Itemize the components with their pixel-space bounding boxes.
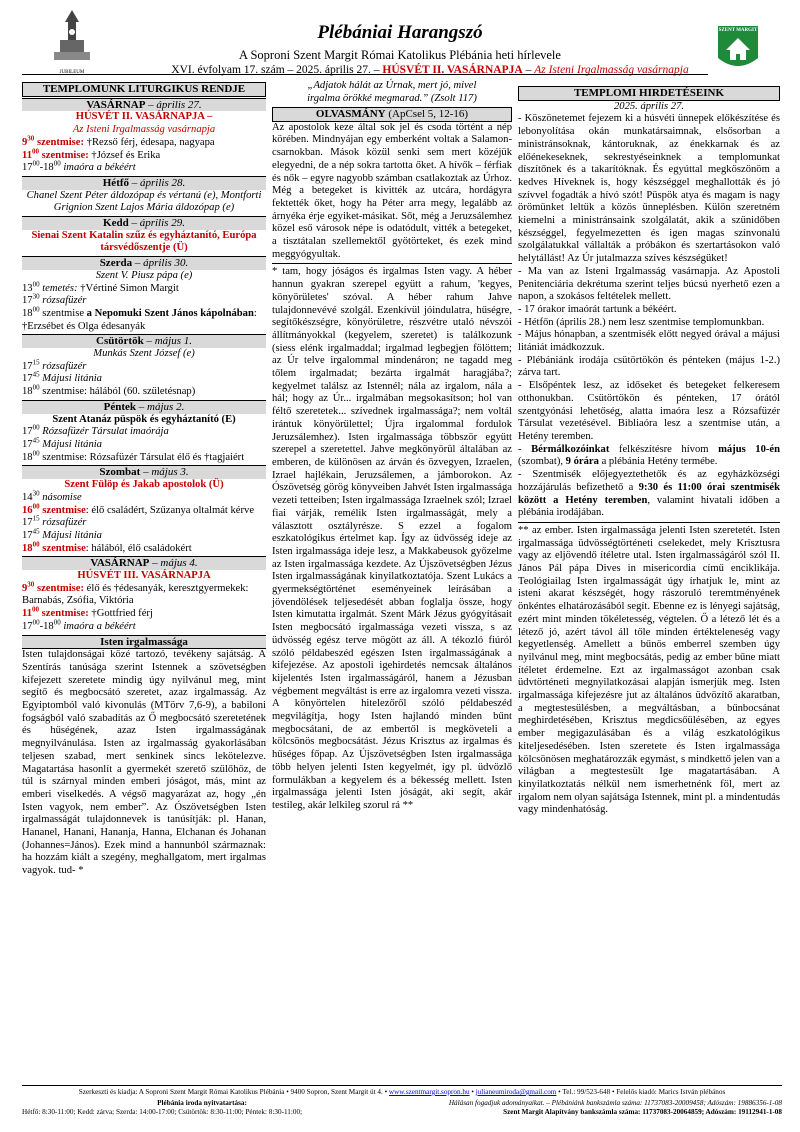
masthead bbox=[0, 4, 800, 82]
reading-heading: OLVASMÁNY (ApCsel 5, 12-16) bbox=[272, 107, 512, 122]
service-line: $17^{45}$ Májusi litánia bbox=[22, 436, 102, 450]
announcement-item: - Szentmisék előjegyeztethetők és az egyházközségi hozzájárulás befizethető a 9:30 és 11:00 órai szentmisék között a Hetény teremben, valamint hivatali időben a plébánia irodájában. bbox=[518, 469, 780, 519]
announcement-item: - 17 órakor imaórát tartunk a békéért. bbox=[518, 303, 677, 315]
service-line: $17^{45}$ Májusi litánia bbox=[22, 370, 102, 385]
service-line: $17^{45}$ Májusi litánia bbox=[22, 527, 102, 541]
day-header-saturday: Szombat – május 3. bbox=[22, 465, 266, 479]
liturgy-heading: TEMPLOMUNK LITURGIKUS RENDJE bbox=[22, 82, 266, 97]
service-line: $18^{00}$ szentmise a Nepomuki Szent János kápolnában: †Erzsébet és Olga édesanyák bbox=[22, 305, 257, 332]
service-line: $11^{00}$ szentmise: †József és Erika bbox=[22, 146, 161, 161]
service-line: $18^{00}$ szentmise: hálából (60. születésnap) bbox=[22, 383, 196, 398]
mercy-continuation: * tam, hogy jóságos és irgalmas Isten vagy. A héber hannun gyakran szerepel együtt a rahum, 'kegyes, könyörületes' szóval. A héber rahum Jahve tulajdonnevévé szolgál. Ezenkívül jóindulatra, hűségre, segítőkészségre, könyörületre, részvétre utaló névszói állítmányokkal (kegyelem, szeretet) is találkozunk (siess elénk irgalmaddal; irgalmad legbegjen fölöttem; az Úr telve irgalommal mindenáron; ne tagadd meg tőlem irgalmadat; bezárta irgalmát haragjába?; kegyelmet találsz az Istennél; nála az irgalom, nála a hál; hogy az Úr... irgalmában megsokasítson; hol van féltő szeretetek... szívednek irgalmassága?; nem voltál irántuk könyörülettel; Újra irgalommal fordulok Jeruzsálemhez). Isten irgalmassága többször együtt szerepel a szeretettel. Jahve megkönyörül általában az emberen, de különösen az árván és özvegyen, Izraelen, Izrael hajlékain, Jeruzsálemen, a jámborokon. Az Ószövetség görög könyveiben Jahvét Isten irgalmassága vezeti tetteiben; Isten irgalmassága Izraelnek szól; Izrael fiai várják, remélik Isten irgalmasságát, mely a választott osztályrésze. S ezzel a fogalom eszkatológikus értelmet kap. Így az üdvösség ideje az Isten irgalmassága ideje lesz, a Makkabeusok győzelme az Isten irgalmassága kezdete. Az Újszövetségben Jézus Isten irgalmasságának kinyilatkoztatója. Szent Lukács a gyermekségtörténet eseményeinek leírásában a jövendölések teljesedését abban foglalja össze, hogy Isten kimutatta irgalmát. Szent Márk Jézus gyógyításait Isten megbocsátó irgalmassága vezeti vissza, s az üdvösség egész terve mögött az áll. A tékozló fiúról szóló példabeszéd egészen Isten irgalmasságának a kifejezése. Az apostoli igehirdetés nemcsak általános kijelentés Isten irgalmasságáról, hanem a Jézusban végbement megváltást is erre az irgalomra vezeti vissza. A könyörtelen hitelezőről szóló példabeszéd megvilágítja, hogy Isten hajlandó minden bűnt megbocsátani, de az embertől is megköveteli a kölcsönös megbocsátást. Jézus Krisztus az irgalmas és hűséges főpap. Az Újszövetségben Isten irgalmassága több helyen jelenti Isten kegyelmét, így pl. üdvözlő formulákban a kegyelem és a békesség mellett. Isten irgalmassága jelenti Isten jóságát, aki segít, akár testileg, akár lelkileg szorul rá ** bbox=[272, 266, 512, 811]
wednesday-saint: Szent V. Piusz pápa (e) bbox=[95, 269, 193, 281]
header-rule bbox=[22, 74, 708, 75]
website-link[interactable]: www.szentmargit.sopron.hu bbox=[388, 1088, 470, 1096]
service-line: $17^{15}$ rózsafüzér bbox=[22, 514, 87, 529]
footer bbox=[22, 1085, 782, 1119]
service-line: $17^{00}-18^{00}$ imaóra a békéért bbox=[22, 159, 136, 174]
day-header-thursday: Csütörtök – május 1. bbox=[22, 334, 266, 348]
issue-feast: HÚSVÉT II. VASÁRNAPJA bbox=[382, 64, 523, 76]
day-header-next-sunday: VASÁRNAP – május 4. bbox=[22, 556, 266, 570]
announcement-item: - Május hónapban, a szentmisék előtt negyed órával a májusi litániát imádkozzuk. bbox=[518, 329, 780, 354]
service-line: $9^{30}$ szentmise: †Rezső férj, édesapa, nagyapa bbox=[22, 134, 215, 148]
parish-logo-caption: SZENT MARGIT bbox=[718, 28, 758, 33]
announcement-item: - Bérmálkozóinkat felkészítésre hívom május 10-én (szombat), 9 órára a plébánia Hetény termébe. bbox=[518, 443, 780, 468]
service-line: $17^{00}-18^{00}$ imaóra a békéért bbox=[22, 618, 136, 632]
mercy-heading: Isten irgalmassága bbox=[22, 635, 266, 650]
divider bbox=[272, 263, 512, 264]
announcement-item: - Köszönetemet fejezem ki a húsvéti ünnepek előkészítése és lebonyolítása okán munkatársaimnak, elsősorban a ministránsoknak, kántoruknak, az énekkarnak és az előénekeseknek, sekrestyéseinknek a templomunkat díszítőnek és a takarítóknak. És egyúttal megköszönöm a kedves Híveknek is, hogy készséggel meghallották és jó szívvel fogadták a hívó szót! Püspök atya és magam is nagy örömünket leltük a közös ünneplésben. Külön szeretném kiemelni a ministránsaink szolgálatát, akik a szünidőben készséggel, fegyelmezetten és igen magas színvonalú szolgálatukkal vállalták a próbákon és szertartásokon való helytállást! Az Úr jutalmazza szíves készségüket! bbox=[518, 113, 780, 265]
office-hours: Plébánia iroda nyitvatartása: Hétfő: 8:30-11:00; Kedd: zárva; Szerda: 14:00-17:00; Csütörtök: 8:30-11:00; Péntek: 8:30-11:00; bbox=[22, 1099, 303, 1116]
day-header-wednesday: Szerda – április 30. bbox=[22, 256, 266, 270]
day-header-tuesday: Kedd – április 29. bbox=[22, 216, 266, 230]
next-sunday-title: HÚSVÉT III. VASÁRNAPJA bbox=[77, 570, 211, 582]
divider bbox=[518, 522, 780, 523]
newsletter-subtitle: A Soproni Szent Margit Római Katolikus Plébánia heti hírlevele bbox=[239, 48, 561, 62]
footer-publisher: Szerkeszti és kiadja: A Soproni Szent Margit Római Katolikus Plébánia • 9400 Sopron, Szent Margit út 4. • www.szentmargit.sopron.hu • julianeumiroda@gmail.com • Tel.: 99/523-648 • Felelős kiadó: Marics István plébános bbox=[78, 1088, 726, 1096]
reading-body: Az apostolok keze által sok jel és csoda történt a nép körében. Mindnyájan egy emberként voltak a Salamon-csarnokban. Mások közül senki sem mert közéjük elegyedni, de a nép sokra tartotta őket. A hívők – férfiak és nők – egyre nagyobb számban csatlakoztak az Úrhoz. Még a betegeket is kivitték az utcára, hordágyra fektették őket, hogy ha Péter arra megy, legalább az árnyéka érje egyiket-másikat. Sőt, még a Jeruzsálemhez közel eső városok népe is odatódult, vitték a betegeket, a tisztátalan szellemektől gyötörteket, és ezek mind meggyógyultak. bbox=[272, 121, 512, 260]
service-line: $17^{15}$ rózsafüzér bbox=[22, 358, 87, 372]
service-line: $9^{30}$ szentmise: élő és †édesanyák, keresztgyermekek: Barnabás, Zsófia, Viktória bbox=[22, 580, 249, 607]
announcements-date: 2025. április 27. bbox=[613, 100, 685, 112]
reading-column bbox=[272, 80, 512, 813]
sunday-title: HÚSVÉT II. VASÁRNAPJA – bbox=[75, 111, 213, 123]
liturgy-column bbox=[22, 80, 266, 878]
mercy-continuation-2: ** az ember. Isten irgalmassága jelenti Isten szeretetét. Isten irgalmassága üdvösségtörténeti cselekedet, mely Krisztusra vagy az eljövendő ítéletre utal. Isten irgalmasságáról szól II. János Pál pápa Dives in misericordia című enciklikája. Teológiailag Isten irgalmasságát úgy írhatjuk le, mint az isteni akarat készségét, hogy rászoruló teremtményének önkéntes elhatározásából segít. Ebenne ez is lényegi sajátság, ezért mint minden tökéletesség, végtelen. Ő a létező lét és a létező jó, azért távol áll tőle minden értékteleneség vagy kegyetlenség. Amellett a bűnös emberrel szemben úgy nyilvánul meg, mint megbocsátás, pedig az ember bűne miatt ítéletet érdemelne. Ezt az irgalmasságot azonban csak üdvtörténeti megnyilatkozásai alapján ismerjük meg. Isten irgalmassága kifejezésre jut az általános üdvözítő akaratban, a megtestesülésben, a megváltásban, a bűnbocsánat meghirdetésében, Krisztus megdicsőülésében, az egyes ember megigazulásában és a világ eszkatológikus kiteljesedésében. Isten szeretete és Isten irgalmassága kölcsönösen meghatározzák egymást, s mindkettő jelen van a világban a megtestesült Ige magatartásában. A kinyilatkoztatás nélkül nem ismerhetnénk föl, mert az irgalom nem olyan sajátsága Istennek, mint pl. a mindentudás vagy mindenhatóság. bbox=[518, 524, 780, 816]
announcement-item: - Elsőpéntek lesz, az időseket és betegeket felkeresem otthonukban. Csütörtökön és pénteken, 17 órától szentgyónási lehetőség, alatta imaóra lesz a Rózsafüzér Társulat vezetésével. Bibliaóra lesz a szentmise után, a Hetény teremben. bbox=[518, 380, 780, 442]
service-line: $13^{00}$ temetés: †Vértiné Simon Margit bbox=[22, 280, 179, 294]
day-header-friday: Péntek – május 2. bbox=[22, 400, 266, 414]
service-line: $17^{00}$ Rózsafüzér Társulat imaórája bbox=[22, 423, 169, 438]
announcements-column bbox=[518, 80, 780, 817]
service-line: $11^{00}$ szentmise: †Gottfried férj bbox=[22, 605, 153, 620]
announcement-item: - Ma van az Isteni Irgalmasság vasárnapja. Az Apostoli Penitenciária dekrétuma szerint teljes búcsú nyerhető ezen a napon, a szokásos feltételek mellett. bbox=[518, 265, 780, 303]
monday-saints: Chanel Szent Péter áldozópap és vértanú (e), Montforti Grignion Szent Lajos Mária áldozópap (e) bbox=[26, 189, 262, 214]
mercy-body: Isten tulajdonságai közé tartozó, tevékeny sajátság. A Szentírás tanúsága szerint Istennek a szövetségben kifejezett szeretete mindig úgy nyilvánul meg, mint segítő és megbocsátó szeretet, azaz irgalmasság. Az Egyiptomból való kivonulás (MTörv 7,6-9), a babiloni fogságból való szabadítás az Ő megbocsátó szeretetének és hűségének, azaz Isten irgalmasságának megnyilvánulása. Isten az irgalmasság gyakorlásában teljesen szabad, mert senkinek sincs lekötelezve. Magatartása hasonlít a gyermekét szerető szülőhöz, de túl is szárnyal minden emberi jóságot, más, mint az emberi viselkedés. A végső magyarázat az, hogy „én Isten vagyok, nem ember”. Az Ószövetségben Isten irgalmasságát tulajdonnevek is tanúsítják: pl. Hanan, Hananel, Hanani, Hananja, Hanna, Elchanan és Johanan (Johannes=János). Ezek mind a hannunból származnak: ha hozzám kiált a szegény, meghallgatom, mert irgalmas vagyok. tud- * bbox=[22, 649, 266, 877]
psalm-quote-line1: „Adjatok hálát az Úrnak, mert jó, mivel bbox=[307, 80, 477, 91]
service-line: $18^{00}$ szentmise: hálából, élő családokért bbox=[22, 540, 192, 554]
tuesday-saint: Sienai Szent Katalin szűz és egyháztanító, Európa társvédőszentje (Ü) bbox=[31, 229, 257, 254]
day-date: – április 27. bbox=[145, 98, 202, 111]
announcements-heading: TEMPLOMI HIRDETÉSEINK bbox=[518, 86, 780, 101]
thursday-saint: Munkás Szent József (e) bbox=[93, 348, 195, 360]
issue-dash: – bbox=[522, 64, 535, 76]
psalm-quote-line2: irgalma örökké megmarad.” (Zsolt 117) bbox=[307, 92, 477, 104]
jubilee-logo-caption: JUBILEUM bbox=[59, 70, 85, 75]
day-header-sunday bbox=[22, 98, 266, 112]
service-line: $17^{30}$ rózsafüzér bbox=[22, 292, 87, 307]
newsletter-title: Plébániai Harangszó bbox=[317, 22, 483, 43]
issue-number: XVI. évfolyam 17. szám – 2025. április 27. – bbox=[171, 64, 383, 76]
announcement-item: - Hétfőn (április 28.) nem lesz szentmise templomunkban. bbox=[518, 316, 765, 328]
day-header-monday: Hétfő – április 28. bbox=[22, 176, 266, 190]
day-name: VASÁRNAP bbox=[86, 98, 146, 111]
issue-feast-sub: Az Isteni Irgalmasság vasárnapja bbox=[534, 64, 689, 76]
announcement-item: - Plébániánk irodája csütörtökön és pénteken (május 1-2.) zárva tart. bbox=[518, 354, 780, 379]
bank-details: Hálásan fogadjuk adományaikat. – Plébániánk bankszámla száma: 11737083-20009458; Adószám: 19886356-1-08 Szent Margit Alapítvány bankszámla száma: 11737083-20064859; Adószám: 19112941-1-08 bbox=[448, 1099, 782, 1116]
friday-saint: Szent Atanáz püspök és egyháztanító (E) bbox=[52, 413, 236, 425]
saturday-saints: Szent Fülöp és Jakab apostolok (Ü) bbox=[64, 479, 224, 491]
service-line: $16^{00}$ szentmise: élő családért, Szűzanya oltalmát kérve bbox=[22, 501, 255, 516]
email-link[interactable]: julianeumiroda@gmail.com bbox=[475, 1088, 557, 1096]
service-line: $18^{00}$ szentmise: Rózsafüzér Társulat élő és †tagjaiért bbox=[22, 449, 245, 463]
service-line: $14^{30}$ násomise bbox=[22, 489, 82, 503]
sunday-subtitle: Az Isteni Irgalmasság vasárnapja bbox=[72, 124, 216, 136]
